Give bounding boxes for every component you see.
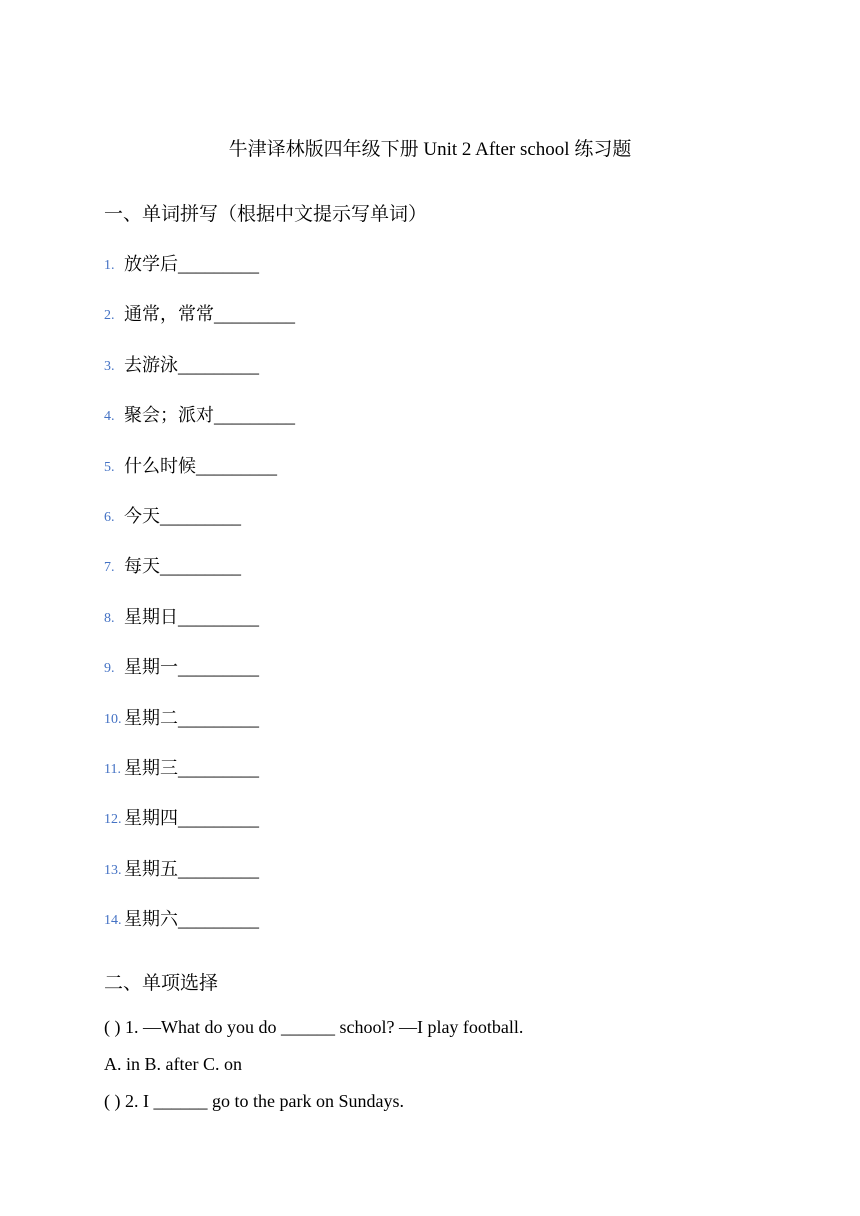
word-spelling-list	[104, 252, 295, 957]
item-number: 5.	[104, 459, 115, 475]
item-number: 6.	[104, 509, 115, 525]
answer-blank: _________	[160, 506, 241, 527]
item-prompt: 星期六	[124, 909, 178, 931]
item-prompt: 星期日	[124, 606, 178, 628]
list-item	[104, 454, 295, 504]
answer-blank: _________	[196, 456, 277, 477]
item-prompt: 放学后	[124, 254, 178, 275]
item-prompt: 每天	[124, 556, 160, 578]
item-number: 10.	[104, 711, 122, 727]
item-number: 1.	[104, 258, 115, 273]
list-item	[104, 554, 295, 604]
item-number: 8.	[104, 610, 115, 626]
list-item	[104, 504, 295, 554]
question-2: ( ) 2. I ______ go to the park on Sundays.	[104, 1091, 404, 1111]
question-1: ( ) 1. —What do you do ______ school? —I play football.	[104, 1017, 524, 1037]
item-number: 9.	[104, 661, 115, 677]
item-prompt: 星期二	[124, 707, 178, 729]
list-item	[104, 605, 295, 655]
item-number: 14.	[104, 913, 122, 929]
item-prompt: 聚会；派对	[124, 405, 214, 427]
list-item	[104, 403, 295, 453]
answer-blank: _________	[160, 557, 241, 578]
list-item	[104, 706, 295, 756]
list-item	[104, 857, 295, 907]
list-item	[104, 252, 295, 302]
item-prompt: 星期三	[124, 757, 178, 779]
list-item	[104, 302, 295, 352]
answer-blank: _________	[178, 758, 259, 779]
item-number: 12.	[104, 812, 122, 828]
section-2-heading: 二、单项选择	[104, 972, 219, 994]
item-prompt: 星期一	[124, 657, 178, 679]
list-item	[104, 655, 295, 705]
item-prompt: 今天	[124, 505, 160, 527]
answer-blank: _________	[178, 910, 259, 931]
list-item	[104, 806, 295, 856]
item-number: 11.	[104, 761, 121, 777]
list-item	[104, 353, 295, 403]
item-number: 4.	[104, 409, 115, 425]
item-prompt: 什么时候	[124, 455, 196, 477]
answer-blank: _________	[178, 355, 259, 376]
answer-blank: _________	[178, 255, 259, 275]
list-item	[104, 907, 295, 957]
document-title: 牛津译林版四年级下册 Unit 2 After school 练习题	[228, 139, 632, 160]
item-prompt: 通常，常常	[124, 304, 214, 326]
answer-blank: _________	[178, 859, 259, 880]
answer-blank: _________	[214, 406, 295, 427]
item-number: 3.	[104, 358, 115, 374]
item-prompt: 去游泳	[124, 354, 178, 376]
item-prompt: 星期四	[124, 808, 178, 830]
item-number: 7.	[104, 560, 115, 576]
answer-blank: _________	[178, 809, 259, 830]
item-number: 13.	[104, 862, 122, 878]
section-1-heading: 一、单词拼写（根据中文提示写单词）	[104, 203, 428, 225]
answer-blank: _________	[178, 708, 259, 729]
item-number: 2.	[104, 308, 115, 324]
item-prompt: 星期五	[124, 858, 178, 880]
list-item	[104, 756, 295, 806]
answer-blank: _________	[178, 658, 259, 679]
question-1-options: A. in B. after C. on	[104, 1054, 242, 1074]
answer-blank: _________	[178, 607, 259, 628]
answer-blank: _________	[214, 305, 295, 326]
